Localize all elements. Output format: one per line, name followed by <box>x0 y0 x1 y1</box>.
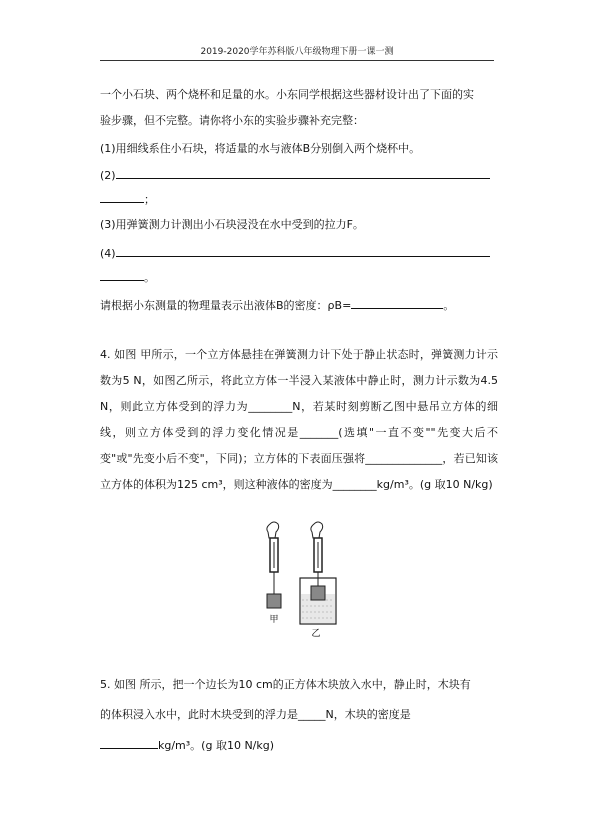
fig-label-a: 甲 <box>269 615 279 625</box>
spring-scale-figure <box>250 520 350 645</box>
q3-step4-end: 。 <box>144 271 155 284</box>
q3-intro-line1: 一个小石块、两个烧杯和足量的水。小东同学根据这些器材设计出了下面的实 <box>100 88 474 101</box>
q3-density <box>100 296 498 316</box>
q3-step3: (3)用弹簧测力计测出小石块浸没在水中受到的拉力F。 <box>100 218 364 231</box>
q3-step2-label: (2) <box>100 169 116 182</box>
q4-text: 4. 如图 甲所示，一个立方体悬挂在弹簧测力计下处于静止状态时，弹簧测力计示数为5 N，如图乙所示，将此立方体一半浸入某液体中静止时，测力计示数为4.5 N，则此立方体受到的浮力为________N，若某时刻剪断乙图中悬吊立方体的细线，则立方体受到的浮力变化情况是_______(选填"一直不变""先变大后不变"或"先变小后不变"，下同)；立方体的下表面压强将______________，若已知该立方体的体积为125 cm³，则这种液体的密度为________kg/m³。(g 取10 N/kg) <box>100 348 498 491</box>
q3-step4-cont <box>100 268 498 288</box>
q3-step2 <box>100 166 498 186</box>
spring-scale-diagram <box>250 520 350 645</box>
hand-icon <box>311 522 323 538</box>
q3-intro-line2: 验步骤，但不完整。请你将小东的实验步骤补充完整： <box>100 114 364 127</box>
q3-step4-blank[interactable] <box>116 244 490 257</box>
q3-step4-blank-cont[interactable] <box>100 268 144 281</box>
q3-step2-end: ； <box>144 193 155 206</box>
q3-step2-blank-cont[interactable] <box>100 190 144 203</box>
page-header: 2019-2020学年苏科版八年级物理下册一课一测 <box>200 47 394 57</box>
fig-label-b: 乙 <box>311 629 321 639</box>
q5-density-blank[interactable] <box>100 736 158 749</box>
q5-line1: 5. 如图 所示，把一个边长为10 cm的正方体木块放入水中，静止时，木块有 <box>100 678 471 691</box>
q3-step4-label: (4) <box>100 247 116 260</box>
cube-b <box>311 586 325 600</box>
hand-icon <box>267 522 279 538</box>
header-rule <box>100 60 494 61</box>
q3-density-text: 请根据小东测量的物理量表示出液体B的密度：ρB= <box>100 299 352 312</box>
q3-step2-blank[interactable] <box>116 166 490 179</box>
q3-density-end: 。 <box>443 299 455 312</box>
cube-a <box>267 594 281 608</box>
q5-line3-end: kg/m³。(g 取10 N/kg) <box>158 739 275 752</box>
q3-step4 <box>100 244 498 264</box>
q3-density-blank[interactable] <box>351 296 443 309</box>
q3-step2-cont <box>100 190 498 210</box>
q5-line2: 的体积浸入水中，此时木块受到的浮力是_____N，木块的密度是 <box>100 708 411 721</box>
q5-line3 <box>100 736 498 756</box>
q3-step1: (1)用细线系住小石块，将适量的水与液体B分别倒入两个烧杯中。 <box>100 142 421 155</box>
